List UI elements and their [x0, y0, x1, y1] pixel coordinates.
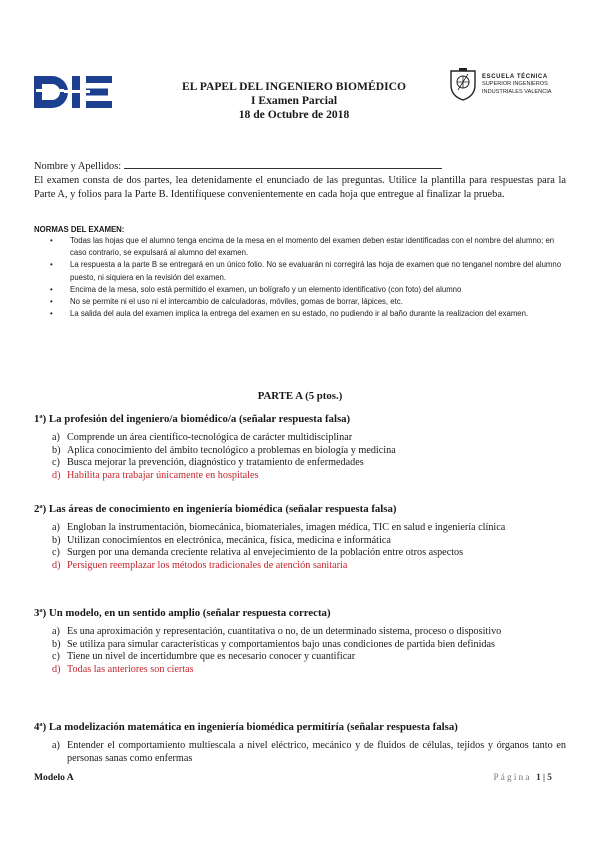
answer-option[interactable]: [52, 547, 566, 560]
option-letter: a): [52, 740, 60, 751]
model-label: Modelo A: [34, 772, 74, 783]
rule-item: [50, 235, 566, 259]
bullet-icon: •: [50, 309, 53, 319]
option-text: Utilizan conocimientos en electrónica, mecánica, física, medicina e informática: [67, 534, 391, 546]
rules-title: NORMAS DEL EXAMEN:: [34, 225, 125, 234]
option-letter: b): [52, 534, 61, 546]
option-text: Es una aproximación y representación, cuantitativa o no, de un determinado sistema, proceso o dispositivo: [67, 626, 502, 637]
rule-item: [50, 308, 566, 320]
answer-option[interactable]: [52, 535, 566, 548]
answer-option[interactable]: [52, 560, 566, 573]
option-text: Surgen por una demanda creciente relativa al envejecimiento de la población entre otros aspectos: [67, 547, 464, 559]
option-text: Todas las anteriores son ciertas: [67, 663, 194, 675]
option-text: Habilita para trabajar únicamente en hospitales: [67, 469, 259, 481]
answer-option[interactable]: [52, 664, 566, 677]
page-number: [493, 772, 554, 782]
question-title: 1ª) La profesión del ingeniero/a biomédico/a (señalar respuesta falsa): [34, 413, 351, 425]
page-separator: |: [542, 772, 548, 782]
question-title: 3ª) Un modelo, en un sentido amplio (señalar respuesta correcta): [34, 607, 331, 619]
rule-item: [50, 296, 566, 308]
rules-list: [34, 235, 566, 320]
exam-date: 18 de Octubre de 2018: [238, 108, 350, 121]
option-letter: d): [52, 663, 61, 675]
answer-option[interactable]: [52, 470, 566, 483]
name-label: Nombre y Apellidos:: [34, 161, 122, 172]
question-1: [34, 412, 566, 482]
answer-options: [34, 522, 566, 572]
option-letter: b): [52, 638, 61, 650]
page-label: Página: [493, 772, 532, 782]
question-3: [34, 606, 566, 676]
part-a-heading: PARTE A (5 ptos.): [257, 390, 343, 402]
question-4: [34, 720, 566, 765]
answer-option[interactable]: [52, 432, 566, 445]
page-total: 5: [547, 772, 554, 782]
answer-option[interactable]: [52, 639, 566, 652]
course-title: EL PAPEL DEL INGENIERO BIOMÉDICO: [182, 80, 406, 93]
option-text: Aplica conocimiento del ámbito tecnológico a problemas en biología y medicina: [67, 444, 396, 456]
option-text: Busca mejorar la prevención, diagnóstico y tratamiento de enfermedades: [67, 457, 364, 469]
question-2: [34, 502, 566, 572]
rule-item: [50, 259, 566, 283]
exam-name: I Examen Parcial: [250, 94, 338, 107]
option-letter: c): [52, 651, 60, 663]
exam-title-block: [164, 80, 424, 122]
shield-icon: [448, 68, 478, 102]
option-letter: c): [52, 457, 60, 469]
option-letter: d): [52, 559, 61, 571]
answer-option[interactable]: [52, 457, 566, 470]
intro-paragraph: El examen consta de dos partes, lea detenidamente el enunciado de las preguntas. Utilice la plantilla para respuestas para la Parte A, y folios para la Parte B. Identifíquese convenientemente en cada hoja que entregue al finalizar la prueba.: [34, 175, 566, 200]
rule-item: [50, 284, 566, 296]
option-letter: a): [52, 626, 60, 637]
answer-option[interactable]: [52, 522, 566, 535]
rule-text: Encima de la mesa, solo está permitido el examen, un bolígrafo y un elemento identificativo (con foto) del alumno: [70, 284, 462, 294]
option-letter: a): [52, 432, 60, 443]
option-letter: a): [52, 522, 60, 533]
exam-rules: [34, 224, 566, 320]
name-field: [34, 158, 442, 172]
option-text: Comprende un área científico-tecnológica de carácter multidisciplinar: [67, 432, 353, 443]
option-text: Se utiliza para simular características y comportamientos bajo unas condiciones de partida bien definidas: [67, 638, 496, 650]
bullet-icon: •: [50, 297, 53, 307]
bullet-icon: •: [50, 260, 53, 270]
rule-text: La respuesta a la parte B se entregará en un único folio. No se evaluarán ni corregirá las hoja de examen que no tenganel nombre del alumno puesto, ni siquiera en la revisión del examen.: [70, 260, 562, 282]
bullet-icon: •: [50, 236, 53, 245]
school-name: ESCUELA TÉCNICA SUPERIOR INGENIEROS INDUSTRIALES VALENCIA: [482, 74, 552, 95]
answer-option[interactable]: [52, 445, 566, 458]
name-blank[interactable]: [124, 158, 442, 169]
option-letter: c): [52, 547, 60, 559]
rule-text: La salida del aula del examen implica la entrega del examen en su estado, no pudiendo ir al baño durante la realizacion del examen.: [70, 309, 529, 319]
rule-text: Todas las hojas que el alumno tenga encima de la mesa en el momento del examen deben estar identificadas con el nombre del alumno; en caso contrario, se expulsará al alumno del examen.: [70, 236, 555, 258]
option-letter: b): [52, 444, 61, 456]
question-title: 2ª) Las áreas de conocimiento en ingeniería biomédica (señalar respuesta falsa): [34, 503, 397, 515]
answer-options: [34, 740, 566, 765]
answer-option[interactable]: [52, 740, 566, 765]
header: [34, 66, 566, 126]
option-letter: d): [52, 469, 61, 481]
option-text: Persiguen reemplazar los métodos tradicionales de atención sanitaria: [67, 559, 348, 571]
answer-options: [34, 432, 566, 482]
die-logo: [34, 72, 114, 112]
option-text: Engloban la instrumentación, biomecánica, biomateriales, imagen médica, TIC en salud e ingeniería clínica: [67, 522, 506, 533]
etsii-logo: [448, 68, 566, 108]
answer-option[interactable]: [52, 651, 566, 664]
rule-text: No se permite ni el uso ni el intercambio de calculadoras, móviles, gomas de borrar, lápices, etc.: [70, 297, 403, 307]
option-text: Tiene un nivel de incertidumbre que es necesario conocer y cuantificar: [67, 651, 356, 663]
answer-options: [34, 626, 566, 676]
answer-option[interactable]: [52, 626, 566, 639]
option-text: Entender el comportamiento multiescala a nivel eléctrico, mecánico y de fluidos de células, tejidos y órganos tanto en personas sanas como enfermas: [67, 740, 566, 764]
page-current: 1: [536, 772, 543, 782]
question-title: 4ª) La modelización matemática en ingeniería biomédica permitiría (señalar respuesta falsa): [34, 721, 458, 733]
bullet-icon: •: [50, 284, 53, 294]
